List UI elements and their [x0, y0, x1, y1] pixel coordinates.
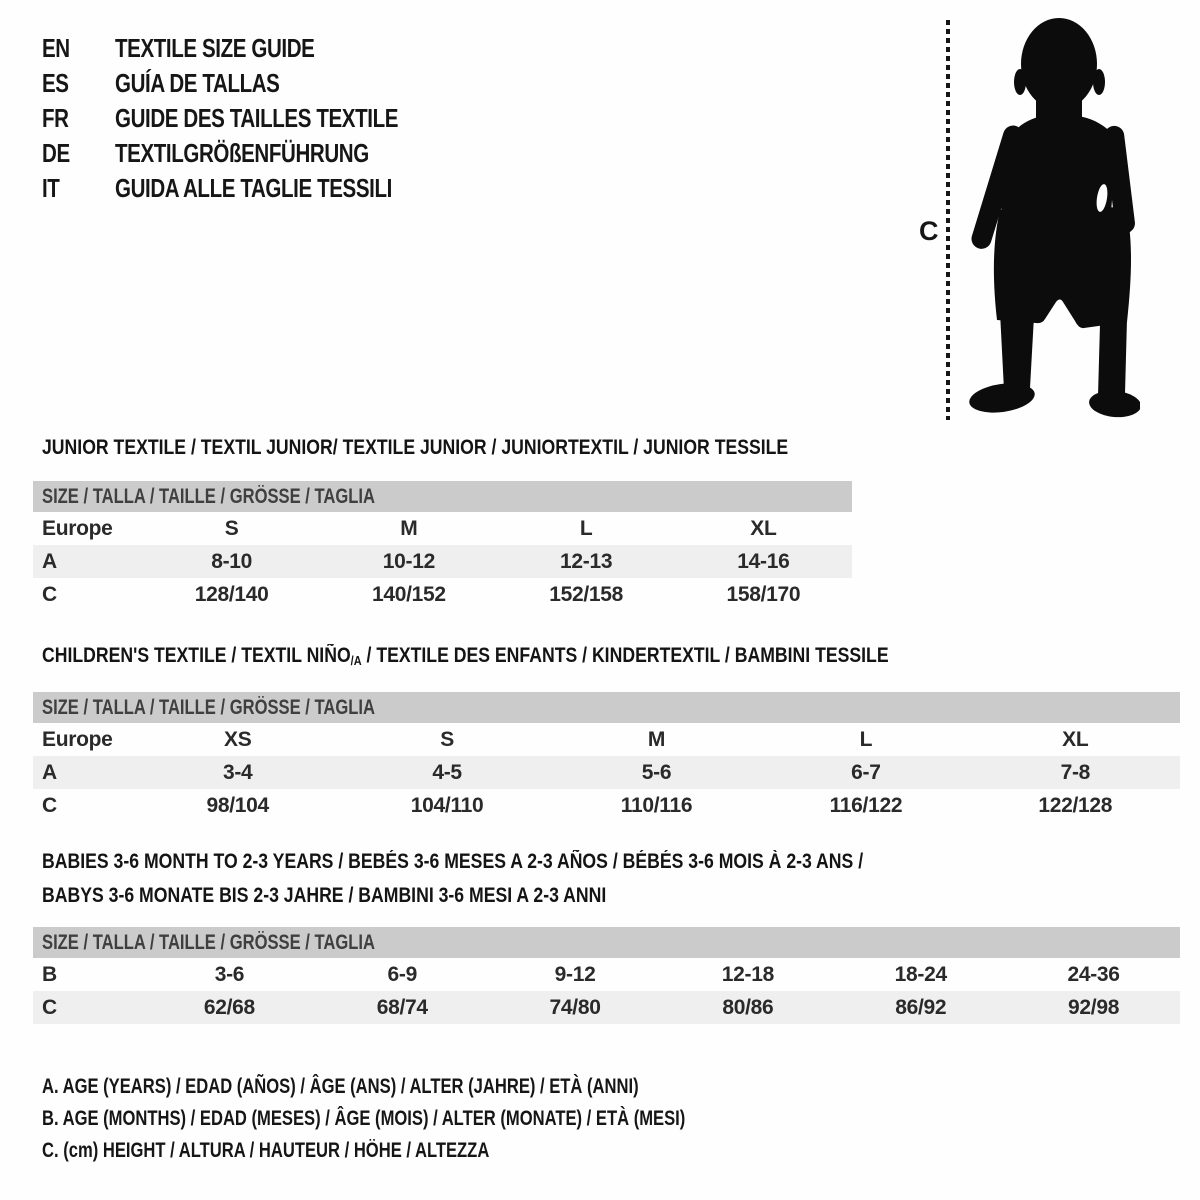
row-label: C — [42, 582, 57, 606]
legend-line-a: A. AGE (YEARS) / EDAD (AÑOS) / ÂGE (ANS) / ALTER (JAHRE) / ETÀ (ANNI) — [42, 1075, 639, 1098]
children-size-table — [33, 692, 1180, 822]
lang-row-de — [42, 136, 473, 171]
size-header-bar: SIZE / TALLA / TAILLE / GRÖSSE / TAGLIA — [33, 481, 852, 512]
babies-section-title — [42, 845, 1020, 913]
lang-row-es — [42, 66, 473, 101]
cell: 24-36 — [1067, 962, 1120, 986]
cell: 3-6 — [214, 962, 245, 986]
language-title-list — [42, 31, 473, 206]
lang-row-en — [42, 31, 473, 66]
cell: S — [224, 516, 239, 540]
cell: XL — [1062, 727, 1089, 751]
row-label: A — [42, 760, 57, 784]
cell: 62/68 — [203, 995, 255, 1019]
row-label: A — [42, 549, 57, 573]
lang-row-fr — [42, 101, 473, 136]
babies-title-line1: BABIES 3-6 MONTH TO 2-3 YEARS / BEBÉS 3-6 MESES A 2-3 AÑOS / BÉBÉS 3-6 MOIS À 2-3 ANS / — [42, 850, 864, 873]
lang-title: GUÍA DE TALLAS — [115, 68, 280, 98]
lang-code: IT — [42, 173, 60, 203]
baby-height-figure — [900, 14, 1152, 426]
cell: 110/116 — [620, 793, 693, 817]
cell: S — [440, 727, 454, 751]
table-row-height — [33, 789, 1180, 822]
cell: 152/158 — [549, 582, 624, 606]
table-row-europe — [33, 723, 1180, 756]
cell: 3-4 — [222, 760, 253, 784]
cell: 5-6 — [641, 760, 672, 784]
lang-title: GUIDA ALLE TAGLIE TESSILI — [115, 173, 392, 203]
cell: 6-9 — [387, 962, 417, 986]
junior-section-title: JUNIOR TEXTILE / TEXTIL JUNIOR/ TEXTILE JUNIOR / JUNIORTEXTIL / JUNIOR TESSILE — [42, 436, 789, 459]
cell: 74/80 — [549, 995, 601, 1019]
cell: 86/92 — [895, 995, 947, 1019]
row-label: C — [42, 793, 57, 817]
lang-code: DE — [42, 138, 70, 168]
legend-line-c: C. (cm) HEIGHT / ALTURA / HAUTEUR / HÖHE / ALTEZZA — [42, 1139, 490, 1162]
cell: 12-13 — [560, 549, 613, 573]
cell: 18-24 — [894, 962, 947, 986]
lang-title: GUIDE DES TAILLES TEXTILE — [115, 103, 399, 133]
cell: 4-5 — [432, 760, 462, 784]
cell: 128/140 — [194, 582, 269, 606]
size-header-bar: SIZE / TALLA / TAILLE / GRÖSSE / TAGLIA — [33, 927, 1180, 958]
cell: L — [579, 516, 593, 540]
cell: 12-18 — [721, 962, 775, 986]
row-label: B — [42, 962, 57, 986]
cell: 158/170 — [726, 582, 801, 606]
lang-title: TEXTILGRÖßENFÜHRUNG — [115, 138, 369, 168]
cell: M — [647, 727, 666, 751]
babies-title-line2: BABYS 3-6 MONATE BIS 2-3 JAHRE / BAMBINI 3-6 MESI A 2-3 ANNI — [42, 884, 607, 907]
cell: 116/122 — [829, 793, 903, 817]
height-dashed-line — [946, 20, 950, 420]
table-row-age — [33, 545, 852, 578]
cell: 122/128 — [1038, 793, 1113, 817]
height-measure-label: C — [919, 216, 939, 246]
lang-code: ES — [42, 68, 69, 98]
cell: 80/86 — [722, 995, 774, 1019]
cell: 9-12 — [554, 962, 596, 986]
lang-code: FR — [42, 103, 69, 133]
table-row-height — [33, 991, 1180, 1024]
cell: 140/152 — [371, 582, 446, 606]
junior-size-table — [33, 481, 852, 611]
cell: 98/104 — [206, 793, 269, 817]
children-section-title: CHILDREN'S TEXTILE / TEXTIL $NIÑO_{/A}$ / TEXTILE DES ENFANTS / KINDERTEXTIL / BAMBINI TESSILE — [42, 644, 889, 668]
lang-code: EN — [42, 33, 70, 63]
cell: 68/74 — [376, 995, 428, 1019]
cell: 104/110 — [410, 793, 484, 817]
measure-legend — [42, 1075, 856, 1171]
cell: 10-12 — [382, 549, 435, 573]
table-row-age — [33, 756, 1180, 789]
table-row-height — [33, 578, 852, 611]
toddler-silhouette-image — [960, 14, 1140, 424]
legend-line-b: B. AGE (MONTHS) / EDAD (MESES) / ÂGE (MOIS) / ALTER (MONATE) / ETÀ (MESI) — [42, 1107, 686, 1130]
cell: 7-8 — [1060, 760, 1091, 784]
row-label: Europe — [42, 727, 113, 751]
cell: 14-16 — [737, 549, 790, 573]
cell: XL — [750, 516, 777, 540]
table-row-europe — [33, 512, 852, 545]
row-label: Europe — [42, 516, 113, 540]
cell: 92/98 — [1068, 995, 1120, 1019]
cell: XS — [223, 727, 252, 751]
lang-row-it — [42, 171, 473, 206]
size-header-bar: SIZE / TALLA / TAILLE / GRÖSSE / TAGLIA — [33, 692, 1180, 723]
lang-title: TEXTILE SIZE GUIDE — [115, 33, 315, 63]
babies-size-table — [33, 927, 1180, 1024]
table-row-months — [33, 958, 1180, 991]
cell: L — [859, 727, 873, 751]
cell: M — [400, 516, 418, 540]
cell: 8-10 — [211, 549, 253, 573]
row-label: C — [42, 995, 57, 1019]
cell: 6-7 — [851, 760, 881, 784]
